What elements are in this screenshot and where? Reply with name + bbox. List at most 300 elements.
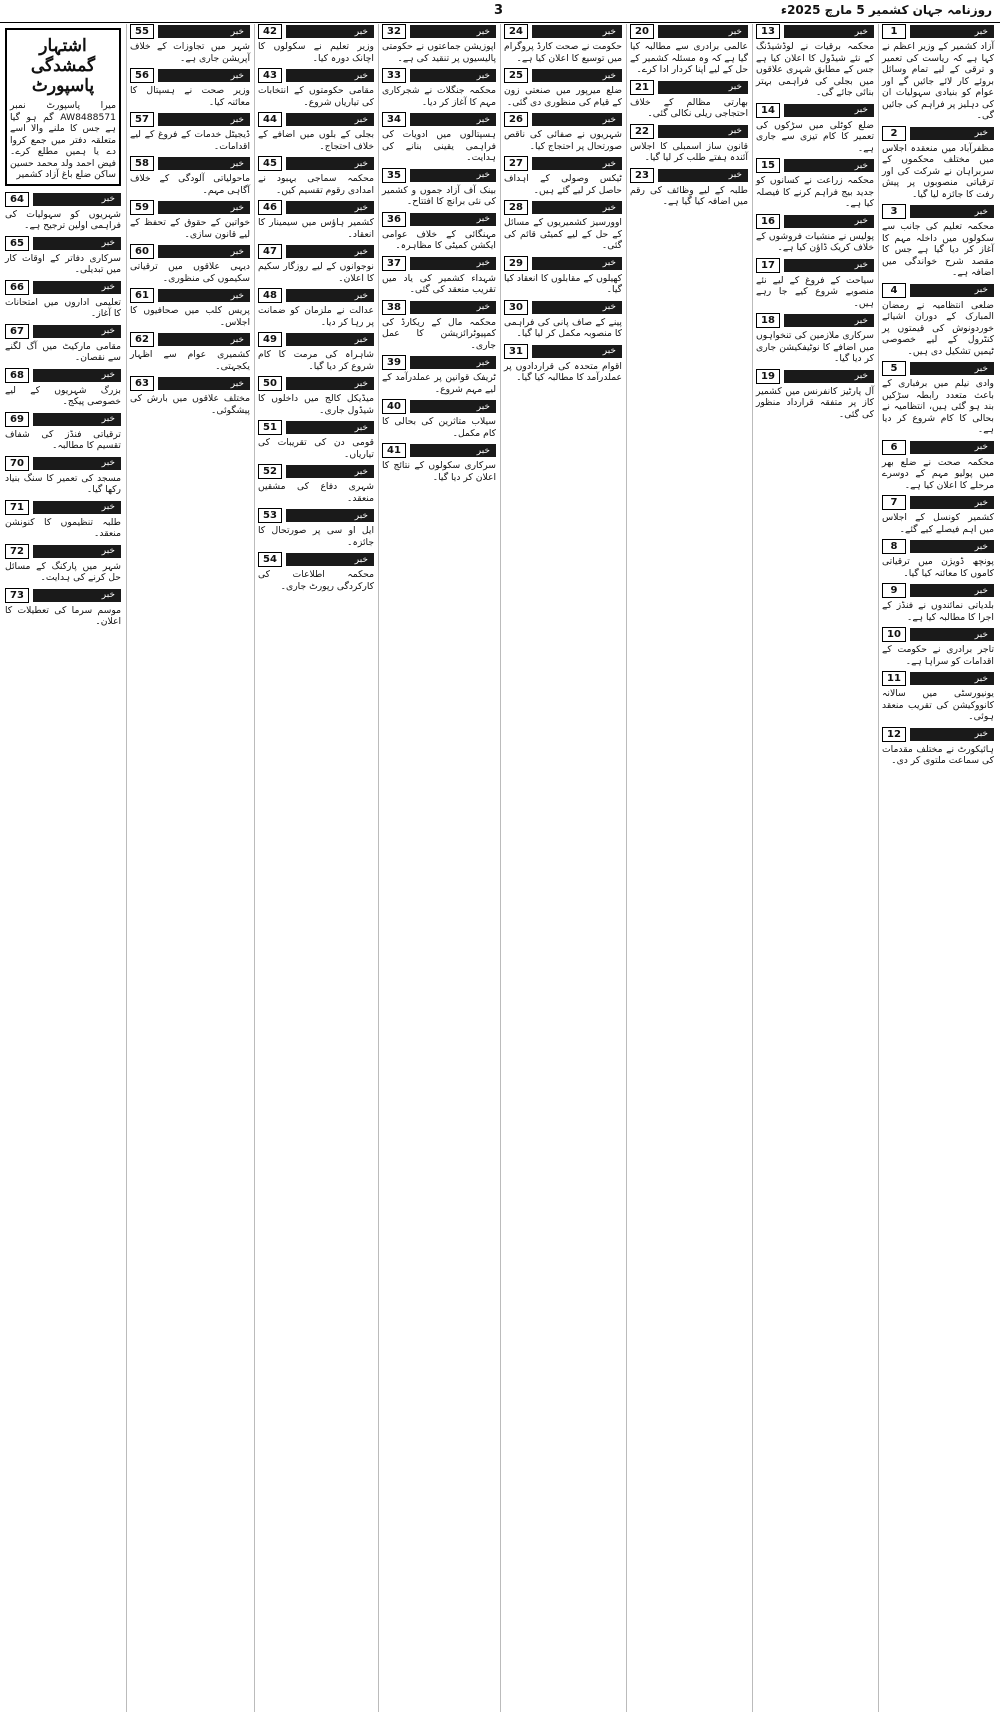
item-label: خبر	[602, 258, 616, 268]
news-item	[756, 24, 874, 99]
item-text: ہسپتالوں میں ادویات کی فراہمی یقینی بنانے کی ہدایت۔	[382, 129, 496, 163]
item-label-bar	[410, 301, 496, 314]
news-column	[878, 24, 997, 1712]
item-header	[382, 168, 496, 183]
item-header	[258, 68, 374, 83]
news-item	[504, 68, 622, 108]
item-text: شہریوں کو سہولیات کی فراہمی اولین ترجیح ہے۔	[5, 208, 121, 231]
item-label: خبر	[230, 114, 244, 125]
item-text: کشمیر ہاؤس میں سیمینار کا انعقاد۔	[258, 217, 374, 240]
item-text: ٹریفک قوانین پر عملدرآمد کے لیے مہم شروع۔	[382, 372, 496, 395]
item-header	[756, 103, 874, 118]
item-label: خبر	[728, 26, 742, 37]
item-header	[504, 156, 622, 171]
news-item	[382, 399, 496, 439]
item-number: 44	[258, 112, 282, 127]
item-number: 5	[882, 361, 906, 376]
news-item	[382, 168, 496, 208]
item-header	[258, 376, 374, 391]
news-item	[5, 544, 121, 584]
item-header	[382, 112, 496, 127]
item-text: شہر میں پارکنگ کے مسائل حل کرنے کی ہدایت۔	[5, 560, 121, 583]
item-number: 71	[5, 500, 29, 515]
item-label-bar	[158, 25, 250, 38]
item-header	[504, 344, 622, 359]
item-label: خبر	[354, 334, 368, 345]
item-header	[5, 500, 121, 515]
news-item	[882, 583, 994, 623]
item-number: 62	[130, 332, 154, 347]
item-number: 11	[882, 671, 906, 686]
item-header	[882, 671, 994, 686]
item-text: محکمہ برقیات نے لوڈشیڈنگ کے نئے شیڈول کا اعلان کیا ہے جس کے مطابق شہری علاقوں میں بجلی کی فراہمی بہتر بنائی جائے گی۔	[756, 41, 874, 98]
item-label: خبر	[101, 326, 115, 336]
item-header	[504, 68, 622, 83]
item-number: 56	[130, 68, 154, 83]
item-header	[130, 288, 250, 303]
news-item	[882, 539, 994, 579]
item-label-bar	[286, 553, 374, 566]
item-label-bar	[158, 245, 250, 258]
item-label: خبر	[101, 458, 115, 468]
item-label: خبر	[854, 105, 868, 115]
item-number: 41	[382, 443, 406, 458]
item-number: 12	[882, 727, 906, 742]
item-number: 67	[5, 324, 29, 339]
item-number: 30	[504, 300, 528, 315]
item-number: 14	[756, 103, 780, 118]
item-number: 55	[130, 24, 154, 39]
news-item	[630, 168, 748, 208]
item-text: طلبہ کے لیے وظائف کی رقم میں اضافہ کیا گیا ہے۔	[630, 184, 748, 207]
item-label: خبر	[354, 114, 368, 125]
item-header	[882, 583, 994, 598]
item-header	[5, 236, 121, 251]
news-item	[5, 192, 121, 232]
item-label-bar	[784, 259, 874, 272]
item-label-bar	[286, 157, 374, 170]
item-label-bar	[910, 25, 994, 38]
item-text: طلبہ تنظیموں کا کنونشن منعقد۔	[5, 516, 121, 539]
news-item	[756, 214, 874, 254]
item-number: 49	[258, 332, 282, 347]
item-number: 24	[504, 24, 528, 39]
item-label-bar	[33, 369, 121, 382]
item-text: ترقیاتی فنڈز کی شفاف تقسیم کا مطالبہ۔	[5, 428, 121, 451]
item-header	[130, 200, 250, 215]
item-number: 16	[756, 214, 780, 229]
item-label-bar	[410, 400, 496, 413]
item-text: ضلعی انتظامیہ نے رمضان المبارک کے دوران اشیائے خوردونوش کی قیمتوں پر کنٹرول کے لیے خصوصی ٹیمیں تشکیل دی ہیں۔	[882, 299, 994, 357]
item-header	[5, 368, 121, 383]
item-label: خبر	[101, 414, 115, 424]
news-item	[504, 300, 622, 340]
item-header	[382, 399, 496, 414]
item-number: 53	[258, 508, 282, 523]
item-text: پینے کے صاف پانی کی فراہمی کا منصوبہ مکمل کر لیا گیا۔	[504, 316, 622, 339]
news-item	[130, 156, 250, 196]
item-text: محکمہ اطلاعات کی کارکردگی رپورٹ جاری۔	[258, 569, 374, 592]
item-number: 9	[882, 583, 906, 598]
item-label-bar	[784, 104, 874, 117]
item-header	[382, 24, 496, 39]
item-label-bar	[532, 69, 622, 82]
item-label: خبر	[854, 315, 868, 326]
item-label: خبر	[728, 82, 742, 92]
item-label-bar	[158, 377, 250, 390]
item-header	[5, 412, 121, 427]
item-header	[382, 443, 496, 458]
item-text: نوجوانوں کے لیے روزگار سکیم کا اعلان۔	[258, 261, 374, 284]
news-item	[258, 112, 374, 152]
news-item	[130, 376, 250, 416]
item-label: خبر	[354, 422, 368, 433]
item-number: 40	[382, 399, 406, 414]
item-label: خبر	[230, 158, 244, 169]
item-number: 64	[5, 192, 29, 207]
item-label: خبر	[854, 26, 868, 37]
news-item	[130, 112, 250, 152]
news-item	[258, 288, 374, 328]
item-label: خبر	[230, 246, 244, 257]
item-number: 1	[882, 24, 906, 39]
news-item	[130, 200, 250, 240]
item-label: خبر	[476, 70, 490, 81]
item-number: 29	[504, 256, 528, 271]
item-label-bar	[658, 169, 748, 182]
item-header	[258, 420, 374, 435]
news-item	[5, 588, 121, 628]
item-label-bar	[910, 628, 994, 641]
news-column	[500, 24, 625, 1712]
item-label: خبر	[854, 371, 868, 381]
news-item	[504, 156, 622, 196]
item-number: 25	[504, 68, 528, 83]
item-label: خبر	[476, 26, 490, 37]
item-header	[258, 552, 374, 567]
item-number: 70	[5, 456, 29, 471]
item-text: محکمہ زراعت نے کسانوں کو جدید بیج فراہم کرنے کا فیصلہ کیا ہے۔	[756, 175, 874, 209]
item-header	[130, 244, 250, 259]
news-item	[5, 280, 121, 320]
news-item	[756, 103, 874, 155]
item-label: خبر	[974, 363, 988, 374]
item-text: وزیر تعلیم نے سکولوں کا اچانک دورہ کیا۔	[258, 41, 374, 64]
ad-title: اشتہار گمشدگی پاسپورٹ	[30, 36, 96, 96]
item-number: 58	[130, 156, 154, 171]
item-text: موسم سرما کی تعطیلات کا اعلان۔	[5, 604, 121, 627]
ad-text: میرا پاسپورٹ نمبر AW8488571 گم ہو گیا ہے جس کا ملنے والا اسے متعلقہ دفتر میں جمع کروا دے یا ہمیں مطلع کرے۔ فیض احمد ولد محمد حسین ساکن ضلع باغ آزاد کشمیر	[10, 100, 116, 180]
news-item	[882, 24, 994, 122]
item-number: 13	[756, 24, 780, 39]
item-label-bar	[532, 345, 622, 358]
item-label: خبر	[602, 70, 616, 81]
news-item	[882, 283, 994, 358]
item-header	[130, 376, 250, 391]
news-item	[258, 24, 374, 64]
item-number: 18	[756, 313, 780, 328]
item-label-bar	[910, 362, 994, 375]
item-text: میڈیکل کالج میں داخلوں کا شیڈول جاری۔	[258, 393, 374, 416]
news-item	[382, 112, 496, 164]
item-label: خبر	[101, 282, 115, 292]
news-item	[756, 313, 874, 365]
item-text: شہر میں تجاوزات کے خلاف آپریشن جاری ہے۔	[130, 41, 250, 64]
item-text: بلدیاتی نمائندوں نے فنڈز کے اجرا کا مطالبہ کیا ہے۔	[882, 600, 994, 623]
item-label: خبر	[230, 202, 244, 213]
item-label-bar	[910, 205, 994, 218]
item-number: 61	[130, 288, 154, 303]
news-item	[630, 80, 748, 120]
item-text: بھارتی مظالم کے خلاف احتجاجی ریلی نکالی گئی۔	[630, 96, 748, 119]
page-number: 3	[494, 3, 504, 18]
item-label: خبر	[476, 445, 490, 456]
item-header	[756, 158, 874, 173]
news-item	[504, 256, 622, 296]
news-item	[882, 126, 994, 201]
news-item	[756, 258, 874, 310]
item-label: خبر	[974, 629, 988, 640]
item-number: 32	[382, 24, 406, 39]
item-number: 51	[258, 420, 282, 435]
item-label: خبر	[230, 378, 244, 389]
item-number: 39	[382, 355, 406, 370]
news-item	[882, 727, 994, 767]
item-label: خبر	[354, 378, 368, 389]
item-header	[382, 68, 496, 83]
item-label: خبر	[354, 554, 368, 565]
lost-passport-ad	[5, 28, 121, 186]
item-text: بزرگ شہریوں کے لیے خصوصی پیکج۔	[5, 384, 121, 407]
item-text: شاہراہ کی مرمت کا کام شروع کر دیا گیا۔	[258, 349, 374, 372]
item-header	[258, 464, 374, 479]
item-text: شہریوں نے صفائی کی ناقص صورتحال پر احتجاج کیا۔	[504, 129, 622, 152]
item-label: خبر	[476, 170, 490, 180]
item-number: 38	[382, 300, 406, 315]
item-label: خبر	[974, 541, 988, 552]
item-text: محکمہ سماجی بہبود نے امدادی رقوم تقسیم کیں۔	[258, 173, 374, 196]
item-label: خبر	[854, 160, 868, 171]
item-header	[5, 324, 121, 339]
item-header	[882, 204, 994, 219]
item-text: ایل او سی پر صورتحال کا جائزہ۔	[258, 525, 374, 548]
item-header	[258, 24, 374, 39]
item-label-bar	[286, 25, 374, 38]
item-header	[504, 256, 622, 271]
item-label-bar	[532, 157, 622, 170]
item-text: آل پارٹیز کانفرنس میں کشمیر کاز پر متفقہ قرارداد منظور کی گئی۔	[756, 385, 874, 420]
item-header	[630, 168, 748, 183]
item-text: محکمہ صحت نے ضلع بھر میں پولیو مہم کے دوسرے مرحلے کا اعلان کیا ہے۔	[882, 456, 994, 491]
item-number: 73	[5, 588, 29, 603]
news-column	[626, 24, 751, 1712]
item-header	[130, 24, 250, 39]
item-number: 48	[258, 288, 282, 303]
news-item	[382, 24, 496, 64]
news-item	[130, 68, 250, 108]
item-number: 60	[130, 244, 154, 259]
item-label: خبر	[354, 158, 368, 169]
news-column	[254, 24, 377, 1712]
item-header	[882, 727, 994, 742]
item-header	[882, 627, 994, 642]
item-label: خبر	[354, 70, 368, 81]
item-label-bar	[33, 413, 121, 426]
item-label-bar	[784, 314, 874, 327]
item-text: ہائیکورٹ نے مختلف مقدمات کی سماعت ملتوی کر دی۔	[882, 743, 994, 766]
item-header	[258, 332, 374, 347]
item-header	[504, 200, 622, 215]
item-number: 31	[504, 344, 528, 359]
item-label: خبر	[476, 114, 490, 125]
item-label-bar	[910, 540, 994, 553]
item-label-bar	[910, 672, 994, 685]
item-text: سرکاری دفاتر کے اوقات کار میں تبدیلی۔	[5, 252, 121, 275]
item-number: 59	[130, 200, 154, 215]
item-text: سیاحت کے فروغ کے لیے نئے منصوبے شروع کیے جا رہے ہیں۔	[756, 274, 874, 309]
item-label: خبر	[476, 258, 490, 268]
item-text: مہنگائی کے خلاف عوامی ایکشن کمیٹی کا مظاہرہ۔	[382, 228, 496, 251]
item-label-bar	[158, 69, 250, 82]
item-label: خبر	[230, 334, 244, 345]
item-label: خبر	[354, 202, 368, 213]
news-item	[130, 24, 250, 64]
item-label: خبر	[230, 70, 244, 81]
item-label-bar	[658, 81, 748, 94]
item-label: خبر	[101, 502, 115, 512]
item-label: خبر	[354, 466, 368, 477]
news-item	[756, 369, 874, 421]
item-label: خبر	[854, 216, 868, 226]
item-label: خبر	[101, 238, 115, 248]
item-text: پولیس نے منشیات فروشوں کے خلاف کریک ڈاؤن کیا ہے۔	[756, 230, 874, 253]
item-label-bar	[286, 289, 374, 302]
item-label-bar	[158, 113, 250, 126]
item-number: 17	[756, 258, 780, 273]
item-text: مقامی حکومتوں کے انتخابات کی تیاریاں شروع۔	[258, 85, 374, 108]
news-item	[382, 355, 496, 395]
item-number: 57	[130, 112, 154, 127]
item-label: خبر	[974, 206, 988, 217]
item-label: خبر	[476, 214, 490, 224]
item-number: 26	[504, 112, 528, 127]
item-text: کھیلوں کے مقابلوں کا انعقاد کیا گیا۔	[504, 272, 622, 295]
news-item	[630, 24, 748, 76]
news-item	[5, 324, 121, 364]
item-header	[756, 258, 874, 273]
news-item	[130, 332, 250, 372]
item-text: بینک آف آزاد جموں و کشمیر کی نئی برانچ کا افتتاح۔	[382, 184, 496, 207]
item-text: پریس کلب میں صحافیوں کا اجلاس۔	[130, 305, 250, 328]
news-item	[258, 464, 374, 504]
item-header	[258, 288, 374, 303]
news-item	[258, 552, 374, 592]
item-header	[882, 24, 994, 39]
item-label-bar	[658, 125, 748, 138]
item-label: خبر	[354, 510, 368, 521]
item-header	[756, 369, 874, 384]
item-header	[882, 283, 994, 298]
item-header	[5, 456, 121, 471]
item-text: اپوزیشن جماعتوں نے حکومتی پالیسیوں پر تنقید کی ہے۔	[382, 41, 496, 64]
item-number: 10	[882, 627, 906, 642]
item-header	[258, 112, 374, 127]
item-text: محکمہ جنگلات نے شجرکاری مہم کا آغاز کر دیا۔	[382, 85, 496, 108]
item-label: خبر	[602, 26, 616, 37]
item-text: مختلف علاقوں میں بارش کی پیشگوئی۔	[130, 393, 250, 416]
item-label-bar	[158, 201, 250, 214]
item-number: 15	[756, 158, 780, 173]
item-number: 3	[882, 204, 906, 219]
item-number: 72	[5, 544, 29, 559]
item-header	[5, 588, 121, 603]
item-label-bar	[532, 301, 622, 314]
item-header	[756, 214, 874, 229]
news-item	[882, 627, 994, 667]
item-label: خبر	[974, 442, 988, 452]
item-number: 63	[130, 376, 154, 391]
item-label: خبر	[974, 128, 988, 138]
item-label-bar	[532, 201, 622, 214]
item-label-bar	[532, 25, 622, 38]
item-number: 50	[258, 376, 282, 391]
item-label-bar	[910, 584, 994, 597]
item-label: خبر	[602, 158, 616, 169]
item-label: خبر	[101, 370, 115, 380]
item-label-bar	[410, 444, 496, 457]
news-item	[5, 368, 121, 408]
item-label: خبر	[728, 126, 742, 136]
item-number: 23	[630, 168, 654, 183]
item-label-bar	[286, 333, 374, 346]
news-item	[130, 244, 250, 284]
item-header	[5, 544, 121, 559]
item-label: خبر	[354, 246, 368, 257]
item-label-bar	[910, 728, 994, 741]
item-text: سرکاری سکولوں کے نتائج کا اعلان کر دیا گیا۔	[382, 460, 496, 483]
news-item	[258, 420, 374, 460]
item-label: خبر	[101, 590, 115, 600]
news-item	[882, 440, 994, 492]
item-label-bar	[410, 356, 496, 369]
news-column	[2, 24, 124, 1712]
news-item	[5, 236, 121, 276]
item-text: آزاد کشمیر کے وزیر اعظم نے کہا ہے کہ ریاست کی تعمیر و ترقی کے لیے تمام وسائل بروئے کار لائے جائیں گے اور عوام کو بنیادی سہولیات ان کی دہلیز پر فراہم کی جائیں گی۔	[882, 41, 994, 121]
item-header	[756, 313, 874, 328]
item-number: 69	[5, 412, 29, 427]
item-number: 52	[258, 464, 282, 479]
item-text: حکومت نے صحت کارڈ پروگرام میں توسیع کا اعلان کیا ہے۔	[504, 41, 622, 64]
item-text: دیہی علاقوں میں ترقیاتی سکیموں کی منظوری۔	[130, 261, 250, 284]
item-label: خبر	[854, 260, 868, 270]
news-item	[882, 671, 994, 723]
item-number: 20	[630, 24, 654, 39]
item-number: 4	[882, 283, 906, 298]
item-header	[882, 126, 994, 141]
news-column	[752, 24, 877, 1712]
item-label-bar	[784, 215, 874, 228]
item-label-bar	[910, 284, 994, 297]
item-label-bar	[286, 201, 374, 214]
news-item	[258, 244, 374, 284]
item-label: خبر	[230, 26, 244, 37]
news-item	[382, 68, 496, 108]
item-number: 2	[882, 126, 906, 141]
item-label: خبر	[974, 729, 988, 739]
item-header	[504, 300, 622, 315]
item-text: ضلع میرپور میں صنعتی زون کے قیام کی منظوری دی گئی۔	[504, 85, 622, 108]
news-item	[756, 158, 874, 210]
